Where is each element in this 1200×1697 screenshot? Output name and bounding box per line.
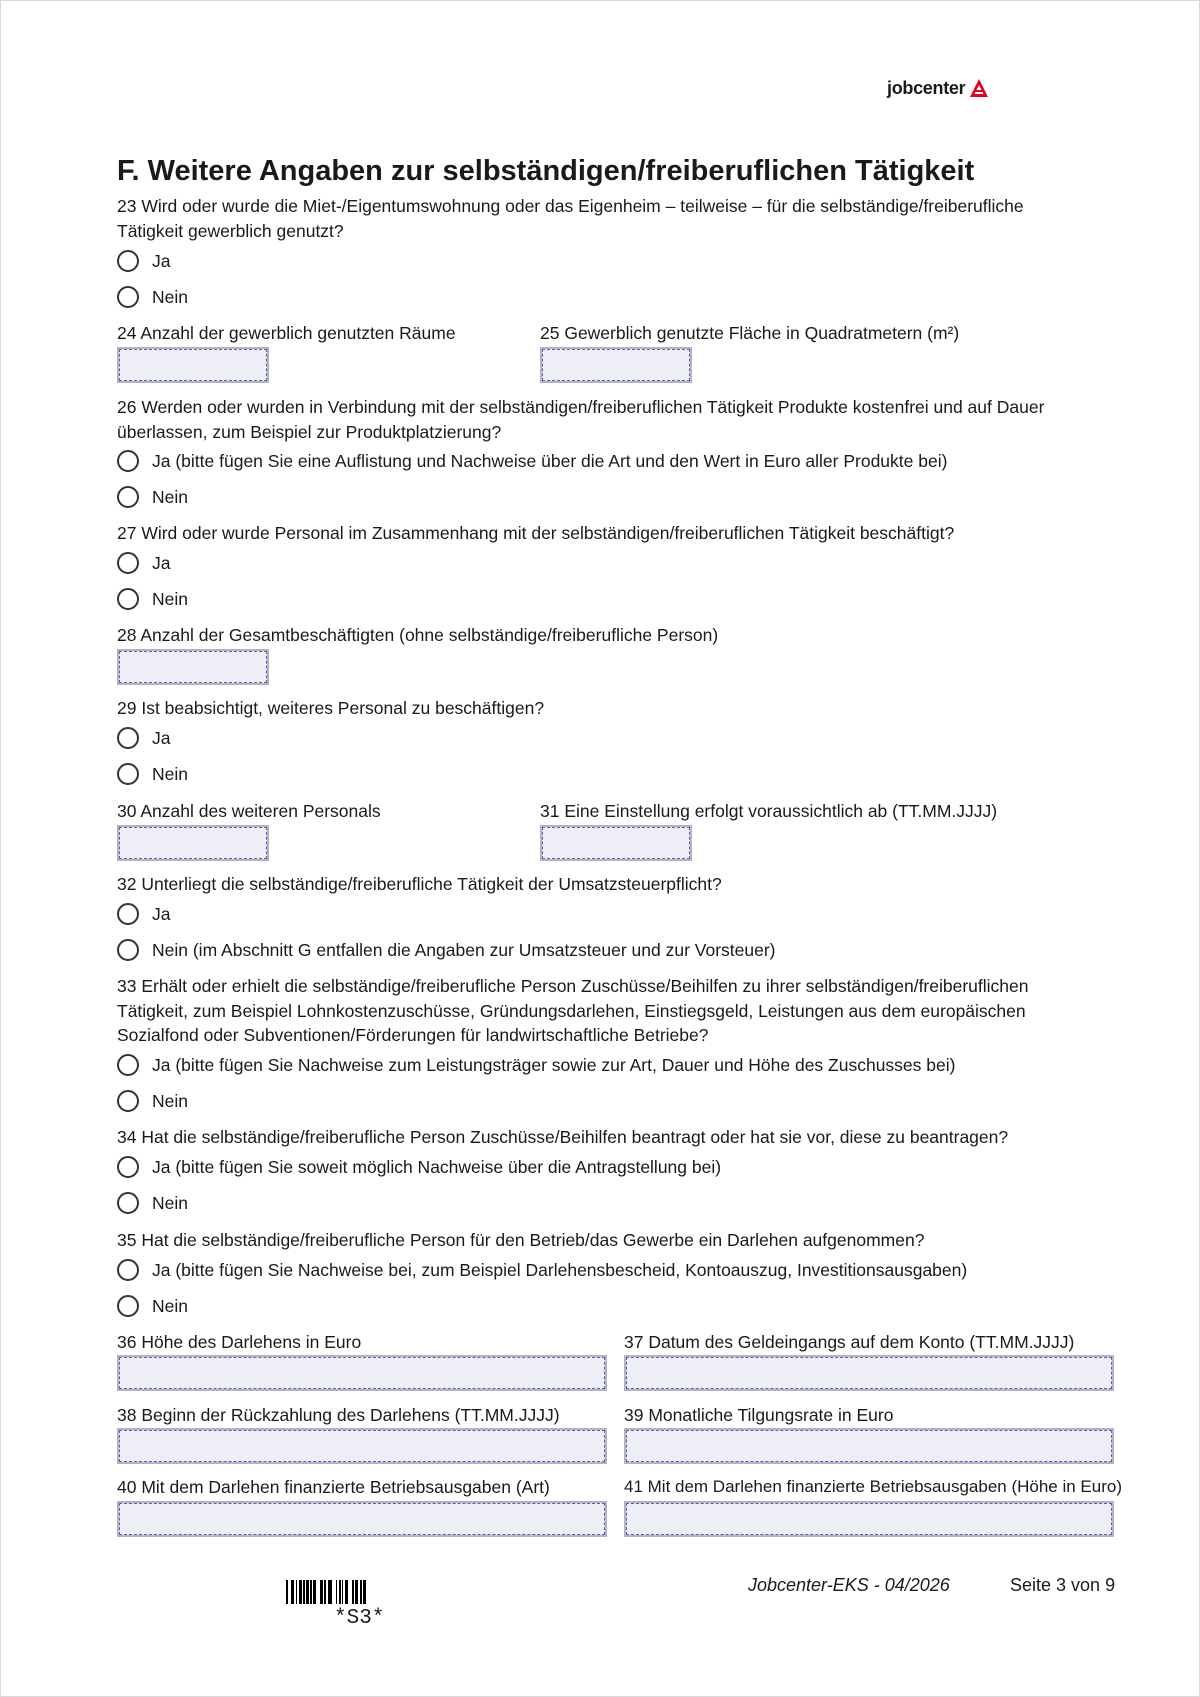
- q38-field[interactable]: [117, 1428, 607, 1464]
- q25-field[interactable]: [540, 347, 692, 383]
- radio-button[interactable]: [117, 250, 139, 272]
- option-label: Nein: [152, 1090, 188, 1111]
- q26-question: [117, 395, 1044, 444]
- radio-button[interactable]: [117, 903, 139, 925]
- q33-question: [117, 974, 1029, 1048]
- q26-option-nein[interactable]: [117, 484, 188, 510]
- q29-option-ja[interactable]: [117, 725, 170, 751]
- barcode-icon: [286, 1580, 366, 1604]
- q37-field[interactable]: [624, 1355, 1114, 1391]
- q37-input[interactable]: [626, 1357, 1112, 1389]
- q39-field[interactable]: [624, 1428, 1114, 1464]
- q30-field[interactable]: [117, 825, 269, 861]
- q27-option-nein[interactable]: [117, 586, 188, 612]
- q23-option-nein[interactable]: [117, 284, 188, 310]
- option-label: Ja (bitte fügen Sie eine Auflistung und Nachweise über die Art und den Wert in Euro aller Produkte bei): [152, 450, 948, 471]
- radio-button[interactable]: [117, 1259, 139, 1281]
- q28-input[interactable]: [119, 651, 267, 683]
- q25-input[interactable]: [542, 349, 690, 381]
- q35-option-nein[interactable]: [117, 1293, 188, 1319]
- q41-input[interactable]: [626, 1503, 1112, 1535]
- q41-label: 41 Mit dem Darlehen finanzierte Betriebsausgaben (Höhe in Euro): [624, 1477, 1122, 1496]
- q24-field[interactable]: [117, 347, 269, 383]
- q24-input[interactable]: [119, 349, 267, 381]
- q31-label: 31 Eine Einstellung erfolgt voraussichtlich ab (TT.MM.JJJJ): [540, 801, 998, 821]
- q32-option-nein[interactable]: [117, 937, 776, 963]
- q23-line1: 23 Wird oder wurde die Miet-/Eigentumswohnung oder das Eigenheim – teilweise – für die selbständige/freiberufliche: [117, 196, 1024, 216]
- q27-option-ja[interactable]: [117, 550, 170, 576]
- q32-option-ja[interactable]: [117, 901, 170, 927]
- q34-option-ja[interactable]: [117, 1154, 721, 1180]
- q33-line3: Sozialfond oder Subventionen/Förderungen für landwirtschaftliche Betriebe?: [117, 1025, 709, 1045]
- q26-line2: überlassen, zum Beispiel zur Produktplatzierung?: [117, 421, 502, 442]
- option-label: Ja: [152, 250, 171, 271]
- radio-button[interactable]: [117, 1054, 139, 1076]
- page-number: Seite 3 von 9: [1010, 1575, 1116, 1595]
- q40-input[interactable]: [119, 1503, 605, 1535]
- q40-label: 40 Mit dem Darlehen finanzierte Betriebsausgaben (Art): [117, 1477, 550, 1497]
- q28-label: 28 Anzahl der Gesamtbeschäftigten (ohne selbständige/freiberufliche Person): [117, 625, 719, 645]
- radio-button[interactable]: [117, 1156, 139, 1178]
- option-label: Nein: [152, 1295, 188, 1316]
- q37-label: 37 Datum des Geldeingangs auf dem Konto (TT.MM.JJJJ): [624, 1332, 1075, 1352]
- q26-option-ja[interactable]: [117, 448, 947, 474]
- q23-option-ja[interactable]: [117, 248, 170, 274]
- q25-label: 25 Gewerblich genutzte Fläche in Quadratmetern (m²): [540, 323, 960, 343]
- q29-question: 29 Ist beabsichtigt, weiteres Personal zu beschäftigen?: [117, 698, 545, 718]
- q35-option-ja[interactable]: [117, 1257, 967, 1283]
- radio-button[interactable]: [117, 1295, 139, 1317]
- q28-field[interactable]: [117, 649, 269, 685]
- q29-option-nein[interactable]: [117, 761, 188, 787]
- q36-label: 36 Höhe des Darlehens in Euro: [117, 1332, 362, 1352]
- option-label: Nein: [152, 286, 188, 307]
- option-label: Ja (bitte fügen Sie Nachweise bei, zum Beispiel Darlehensbescheid, Kontoauszug, Investitionsausgaben): [152, 1259, 968, 1280]
- radio-button[interactable]: [117, 939, 139, 961]
- q38-input[interactable]: [119, 1430, 605, 1462]
- radio-button[interactable]: [117, 588, 139, 610]
- option-label: Nein: [152, 763, 188, 784]
- q34-question: 34 Hat die selbständige/freiberufliche Person Zuschüsse/Beihilfen beantragt oder hat sie vor, diese zu beantragen?: [117, 1127, 1009, 1147]
- radio-button[interactable]: [117, 552, 139, 574]
- q38-label: 38 Beginn der Rückzahlung des Darlehens (TT.MM.JJJJ): [117, 1405, 560, 1425]
- arbeitsagentur-icon: [969, 78, 989, 98]
- q23-line2: Tätigkeit gewerblich genutzt?: [117, 220, 344, 241]
- option-label: Ja (bitte fügen Sie soweit möglich Nachweise über die Antragstellung bei): [152, 1156, 722, 1177]
- q27-question: 27 Wird oder wurde Personal im Zusammenhang mit der selbständigen/freiberuflichen Tätigkeit beschäftigt?: [117, 523, 955, 543]
- q33-option-ja[interactable]: [117, 1052, 955, 1078]
- radio-button[interactable]: [117, 486, 139, 508]
- radio-button[interactable]: [117, 727, 139, 749]
- barcode-text: *S3*: [334, 1607, 385, 1630]
- radio-button[interactable]: [117, 1192, 139, 1214]
- option-label: Nein (im Abschnitt G entfallen die Angaben zur Umsatzsteuer und zur Vorsteuer): [152, 939, 776, 960]
- q32-question: 32 Unterliegt die selbständige/freiberufliche Tätigkeit der Umsatzsteuerpflicht?: [117, 874, 722, 894]
- q36-input[interactable]: [119, 1357, 605, 1389]
- q39-label: 39 Monatliche Tilgungsrate in Euro: [624, 1405, 894, 1425]
- option-label: Nein: [152, 588, 188, 609]
- q33-option-nein[interactable]: [117, 1088, 188, 1114]
- q35-question: 35 Hat die selbständige/freiberufliche Person für den Betrieb/das Gewerbe ein Darlehen aufgenommen?: [117, 1230, 925, 1250]
- radio-button[interactable]: [117, 450, 139, 472]
- jobcenter-logo: [887, 77, 989, 99]
- logo-text: jobcenter: [887, 77, 966, 98]
- q33-line2: Tätigkeit, zum Beispiel Lohnkostenzuschüsse, Gründungsdarlehen, Einstiegsgeld, Leistungen aus dem europäischen: [117, 1000, 1026, 1021]
- q31-field[interactable]: [540, 825, 692, 861]
- q30-input[interactable]: [119, 827, 267, 859]
- radio-button[interactable]: [117, 1090, 139, 1112]
- option-label: Ja: [152, 903, 171, 924]
- option-label: Nein: [152, 486, 188, 507]
- q41-field[interactable]: [624, 1501, 1114, 1537]
- q23-question: [117, 194, 1024, 243]
- option-label: Ja: [152, 727, 171, 748]
- q34-option-nein[interactable]: [117, 1190, 188, 1216]
- option-label: Nein: [152, 1192, 188, 1213]
- q30-label: 30 Anzahl des weiteren Personals: [117, 801, 381, 821]
- q24-label: 24 Anzahl der gewerblich genutzten Räume: [117, 323, 456, 343]
- q36-field[interactable]: [117, 1355, 607, 1391]
- radio-button[interactable]: [117, 286, 139, 308]
- q31-input[interactable]: [542, 827, 690, 859]
- q40-field[interactable]: [117, 1501, 607, 1537]
- q39-input[interactable]: [626, 1430, 1112, 1462]
- section-title: F. Weitere Angaben zur selbständigen/freiberuflichen Tätigkeit: [117, 155, 975, 187]
- q33-line1: 33 Erhält oder erhielt die selbständige/freiberufliche Person Zuschüsse/Beihilfen zu ihrer selbständigen/freiberuflichen: [117, 976, 1029, 996]
- form-id: Jobcenter-EKS - 04/2026: [748, 1575, 950, 1595]
- option-label: Ja: [152, 552, 171, 573]
- option-label: Ja (bitte fügen Sie Nachweise zum Leistungsträger sowie zur Art, Dauer und Höhe des Zuschusses bei): [152, 1054, 956, 1075]
- q26-line1: 26 Werden oder wurden in Verbindung mit der selbständigen/freiberuflichen Tätigkeit Produkte kostenfrei und auf Dauer: [117, 397, 1045, 417]
- radio-button[interactable]: [117, 763, 139, 785]
